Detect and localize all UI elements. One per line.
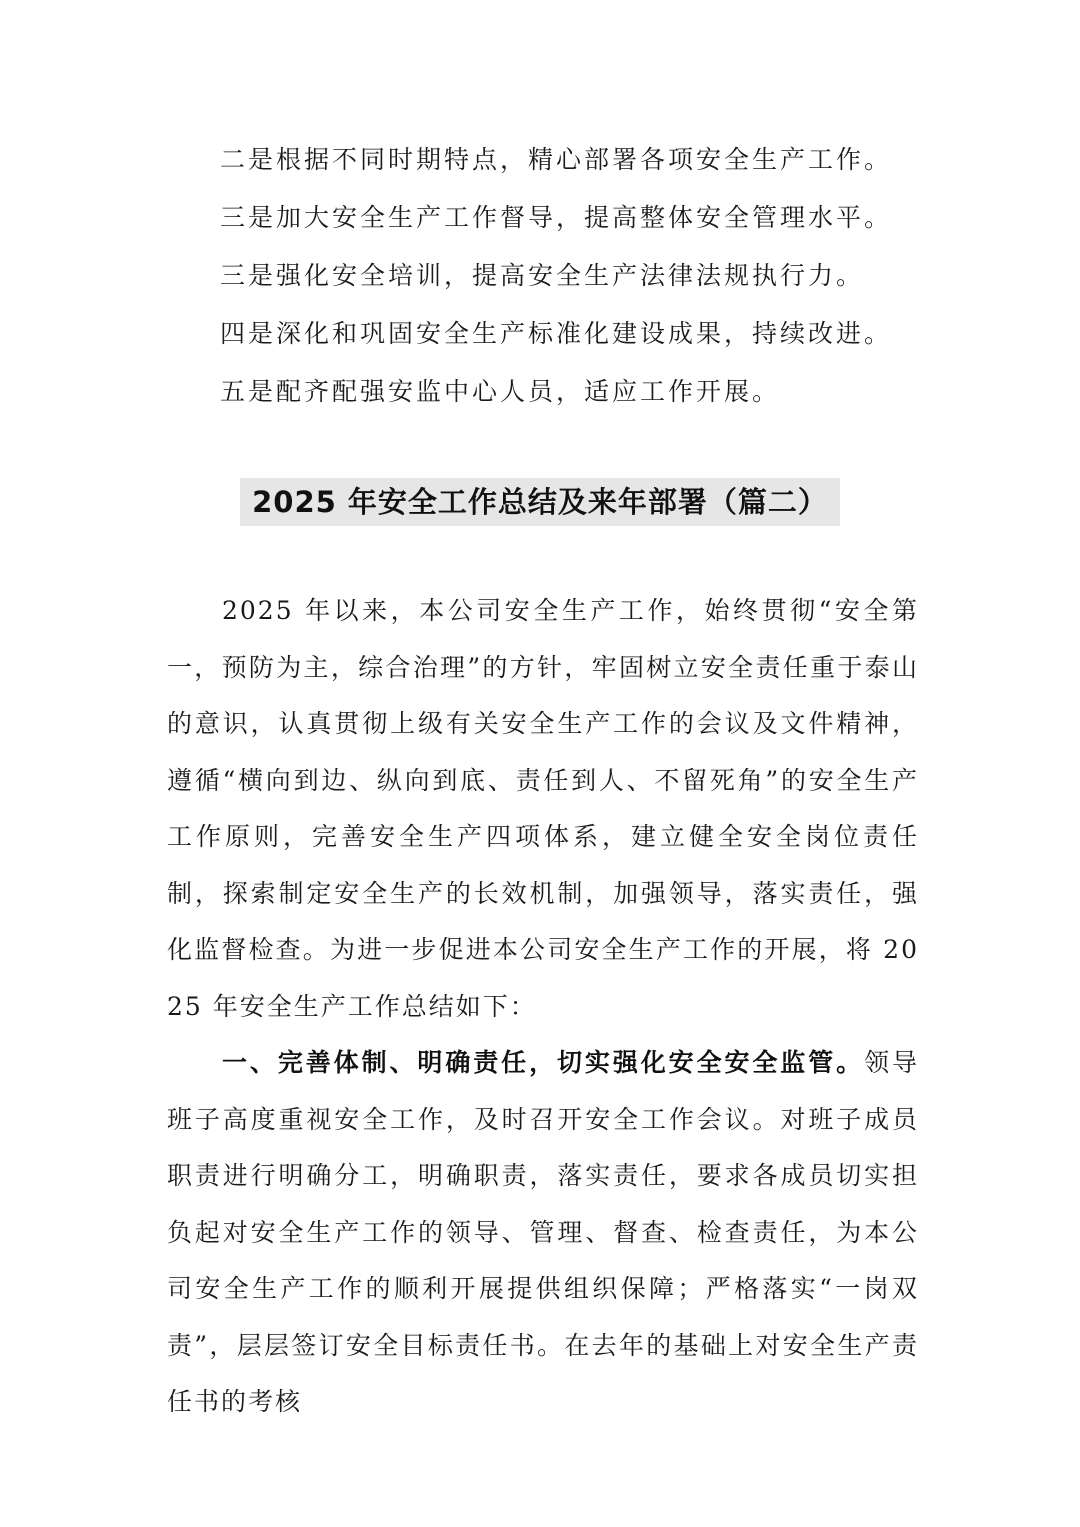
intro-item: 五是配齐配强安监中心人员，适应工作开展。 [220, 377, 781, 406]
section-heading-container [0, 478, 1080, 526]
paragraph-text: 领导班子高度重视安全工作，及时召开安全工作会议。对班子成员职责进行明确分工，明确职责，落实责任，要求各成员切实担负起对安全生产工作的领导、管理、督查、检查责任，为本公司安全生产工作的顺利开展提供组织保障；严格落实“一岗双责”，层层签订安全目标责任书。在去年的基础上对安全生产责任书的考核 [167, 1048, 919, 1416]
intro-item: 四是深化和巩固安全生产标准化建设成果，持续改进。 [220, 319, 893, 348]
intro-item: 三是加大安全生产工作督导，提高整体安全管理水平。 [220, 203, 893, 232]
paragraph: 2025 年以来，本公司安全生产工作，始终贯彻“安全第一，预防为主，综合治理”的方针，牢固树立安全责任重于泰山的意识，认真贯彻上级有关安全生产工作的会议及文件精神，遵循“横向到边、纵向到底、责任到人、不留死角”的安全生产工作原则，完善安全生产四项体系，建立健全安全岗位责任制，探索制定安全生产的长效机制，加强领导，落实责任，强化监督检查。为进一步促进本公司安全生产工作的开展，将 2025 年安全生产工作总结如下： [167, 596, 919, 1021]
intro-item: 二是根据不同时期特点，精心部署各项安全生产工作。 [220, 145, 893, 174]
intro-item: 三是强化安全培训，提高安全生产法律法规执行力。 [220, 261, 865, 290]
paragraph [167, 1035, 919, 1431]
paragraph-lead: 一、完善体制、明确责任，切实强化安全安全监管。 [222, 1048, 865, 1077]
body-text [167, 583, 919, 1431]
section-title: 2025 年安全工作总结及来年部署（篇二） [240, 478, 840, 526]
intro-list [220, 138, 920, 428]
